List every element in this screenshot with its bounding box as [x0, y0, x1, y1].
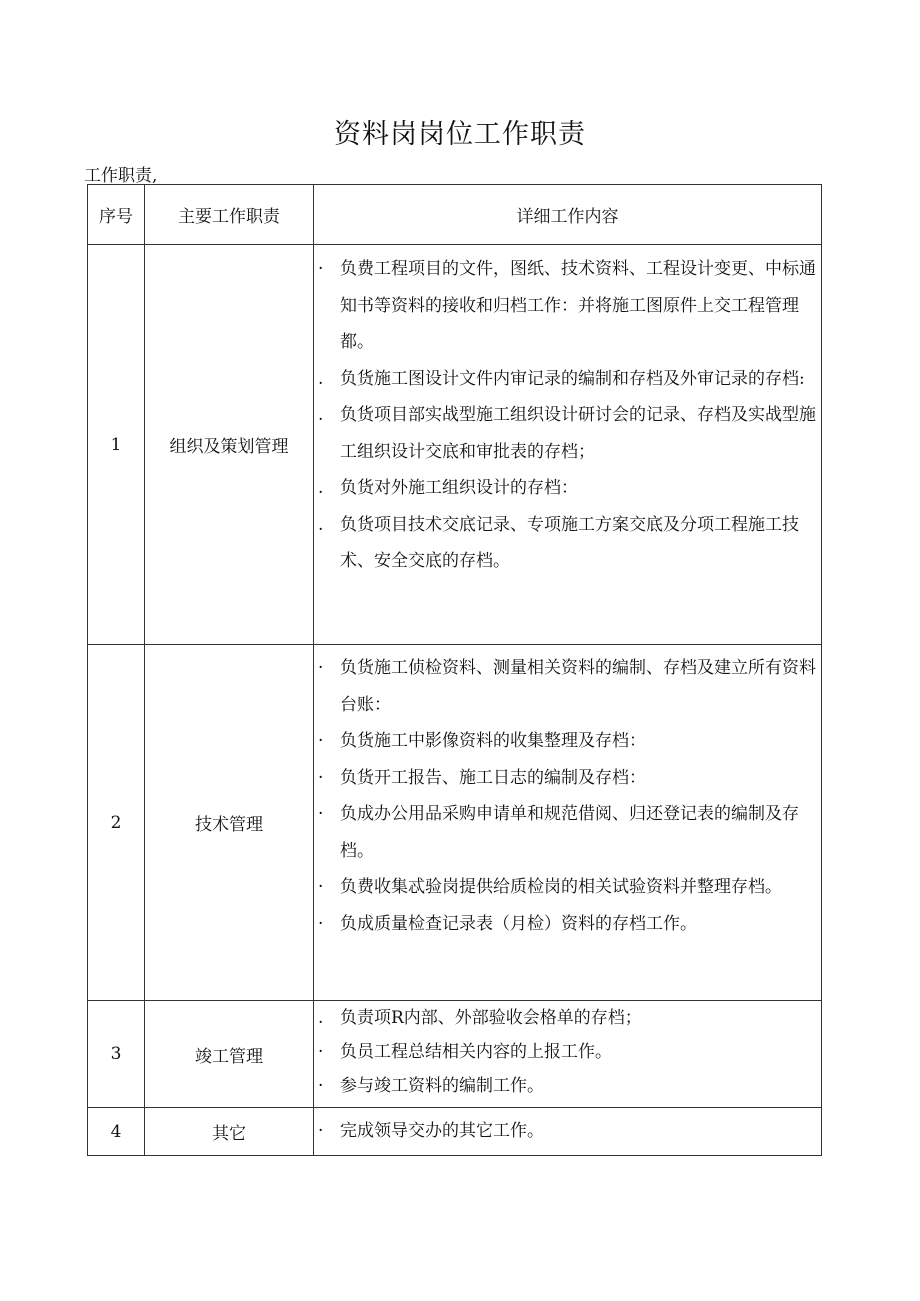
detail-item: [314, 650, 817, 723]
bullet-mark: ·: [318, 658, 324, 678]
detail-text: 负货施工侦检资料、测量相关资料的编制、存档及建立所有资料台账：: [340, 658, 816, 715]
detail-text: 负货开工报告、施工日志的编制及存档：: [340, 767, 646, 788]
detail-text: 负货项目技术交底记录、专项施工方案交底及分项工程施工技术、安全交底的存档。: [340, 514, 799, 571]
row-duty: 组织及策划管理: [145, 245, 314, 645]
row-number: 3: [88, 1001, 145, 1108]
table-row: [88, 1108, 822, 1156]
detail-item: [314, 723, 817, 760]
detail-text: 负货施工中影像资料的收集整理及存档：: [340, 731, 646, 751]
detail-text: 完成领导交办的其它工作。: [340, 1121, 544, 1141]
detail-text: 负货对外施工组织设计的存档：: [340, 478, 578, 498]
detail-item: [314, 470, 817, 507]
detail-text: 负员工程总结相关内容的上报工作。: [340, 1042, 612, 1062]
row-detail: [314, 645, 822, 1001]
detail-text: 负货项目部实战型施工组织设计研讨会的记录、存档及实战型施工组织设计交底和审批表的存档；: [340, 405, 816, 462]
duty-table: [87, 184, 822, 1156]
table-row: [88, 645, 822, 1001]
table-header-row: [88, 185, 822, 245]
detail-item: [314, 1001, 817, 1035]
bullet-mark: .: [318, 478, 324, 498]
bullet-mark: ·: [318, 767, 324, 788]
bullet-mark: ·: [318, 877, 324, 897]
detail-item: [314, 251, 817, 361]
detail-item: [314, 1108, 817, 1155]
bullet-mark: ·: [318, 1076, 324, 1096]
detail-text: 负费收集忒验岗提供给质检岗的相关试验资料并整理存档。: [340, 877, 782, 897]
detail-text: 负成质量检查记录表（月检）资料的存档工作。: [340, 913, 697, 934]
bullet-mark: ·: [318, 804, 324, 824]
detail-text: 负费工程项目的文件，图纸、技术资料、工程设计变更、中标通知书等资料的接收和归档工作：并将施工图原件上交工程管理都。: [340, 259, 816, 352]
detail-item: [314, 760, 817, 797]
bullet-mark: ·: [318, 913, 324, 934]
bullet-mark: .: [318, 1008, 324, 1028]
detail-item: [314, 507, 817, 580]
row-duty: 其它: [145, 1108, 314, 1156]
bullet-mark: .: [318, 514, 324, 535]
detail-text: 负成办公用品采购申请单和规范借阅、归还登记表的编制及存档。: [340, 804, 799, 861]
bullet-mark: ·: [318, 1121, 324, 1141]
section-label: 工作职责,: [84, 166, 158, 186]
row-number: 2: [88, 645, 145, 1001]
row-number: 1: [88, 245, 145, 645]
page-title: 资料岗岗位工作职责: [334, 119, 586, 150]
bullet-mark: ·: [318, 259, 324, 279]
row-detail: [314, 245, 822, 645]
header-main-duty: 主要工作职责: [145, 185, 314, 245]
detail-text: 负责项R内部、外部验收会格单的存档；: [340, 1008, 642, 1028]
row-duty: 竣工管理: [145, 1001, 314, 1108]
row-detail: [314, 1108, 822, 1156]
detail-item: [314, 397, 817, 470]
detail-item: [314, 1035, 817, 1069]
header-detail: 详细工作内容: [314, 185, 822, 245]
detail-item: [314, 1069, 817, 1103]
detail-item: [314, 796, 817, 869]
row-duty: 技术管理: [145, 645, 314, 1001]
bullet-mark: ·: [318, 1042, 324, 1062]
bullet-mark: .: [318, 405, 324, 425]
detail-item: [314, 869, 817, 906]
detail-item: [314, 361, 817, 398]
row-detail: [314, 1001, 822, 1108]
table-row: [88, 245, 822, 645]
detail-item: [314, 906, 817, 943]
detail-text: 负货施工图设计文件内审记录的编制和存档及外审记录的存档:: [340, 368, 805, 389]
detail-text: 参与竣工资料的编制工作。: [340, 1076, 544, 1096]
bullet-mark: .: [318, 368, 324, 389]
row-number: 4: [88, 1108, 145, 1156]
table-row: [88, 1001, 822, 1108]
bullet-mark: ·: [318, 731, 324, 751]
header-number: 序号: [88, 185, 145, 245]
